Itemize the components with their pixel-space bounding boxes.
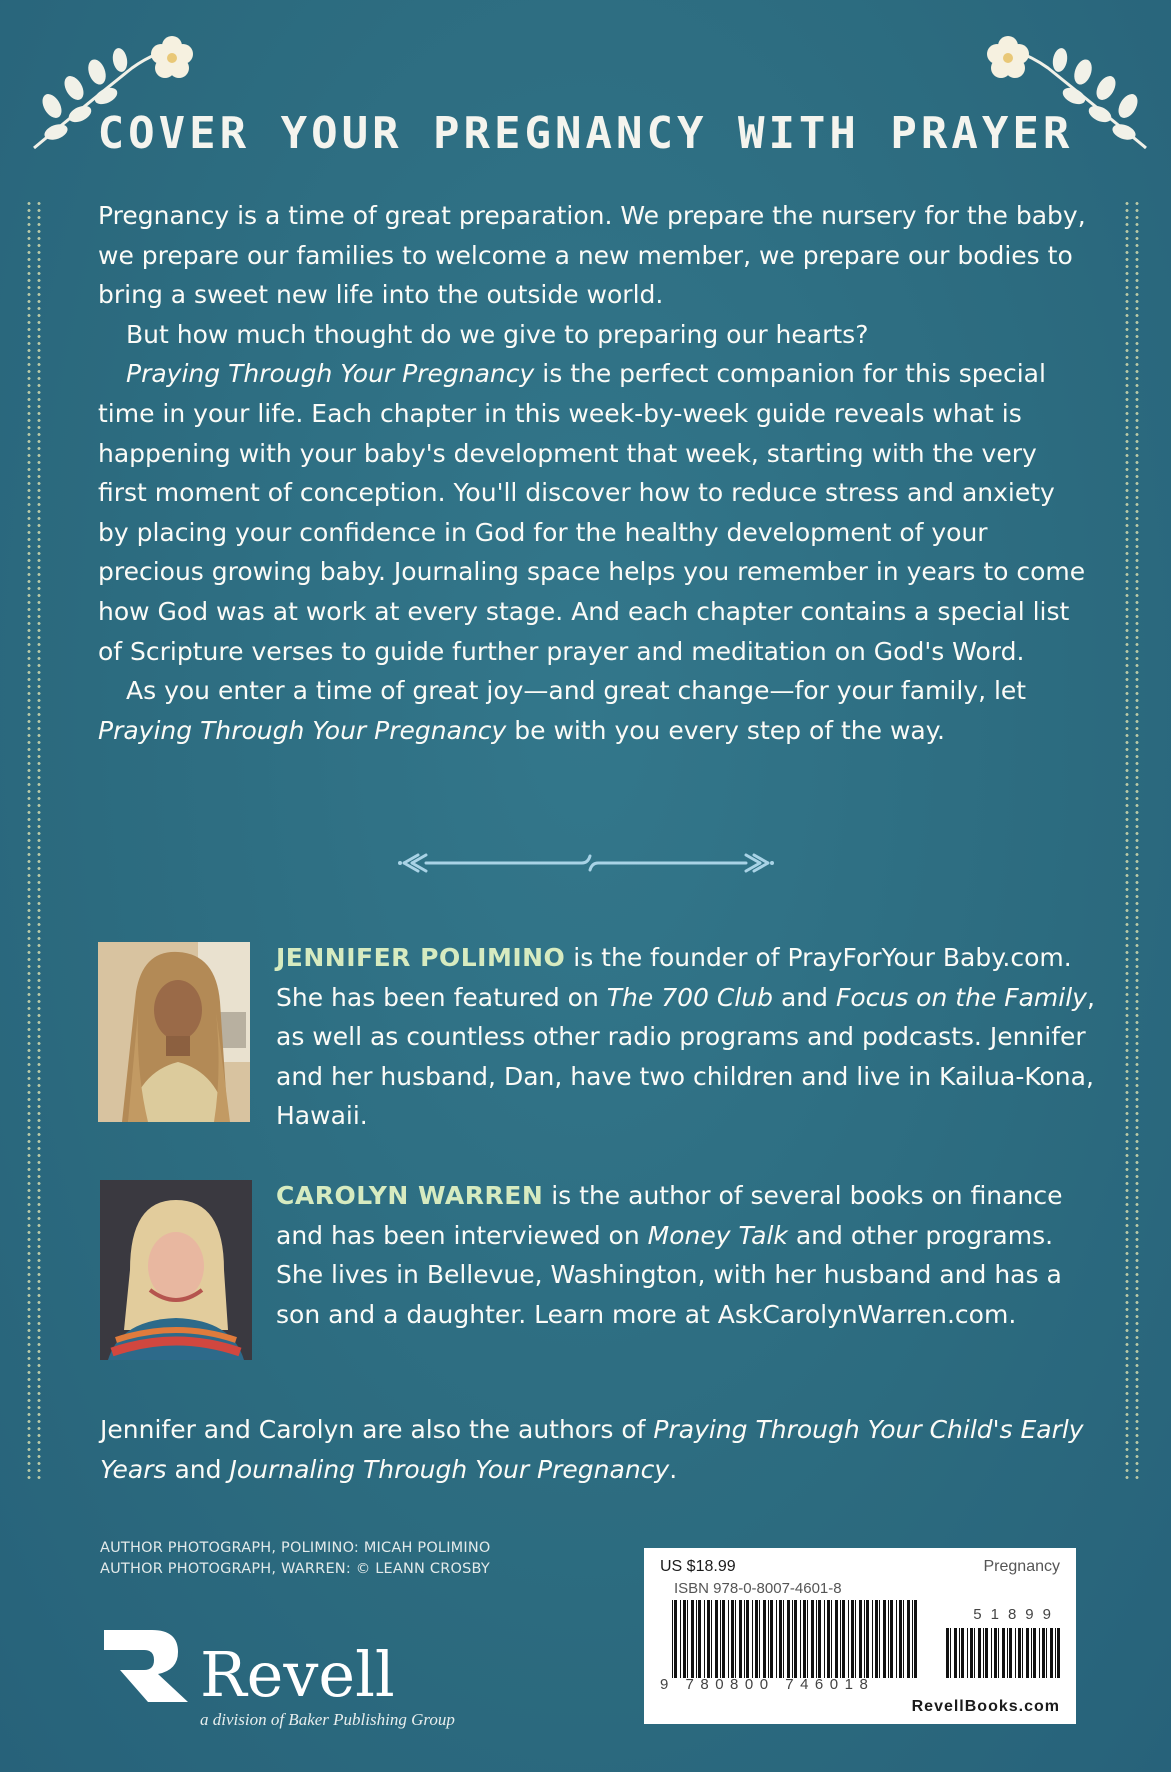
barcode-bar (851, 1600, 854, 1678)
barcode-bar (864, 1600, 865, 1678)
price: US $18.99 (660, 1558, 736, 1575)
website: RevellBooks.com (911, 1698, 1060, 1715)
barcode-bar (744, 1600, 745, 1678)
barcode-bar (974, 1628, 975, 1678)
barcode-bar (946, 1628, 949, 1678)
barcode-bar (746, 1600, 749, 1678)
barcode-bar (755, 1600, 758, 1678)
barcode-bar (763, 1600, 766, 1678)
barcode-bar (888, 1600, 889, 1678)
barcode-bar (800, 1600, 801, 1678)
dotted-border-left-inner (36, 200, 42, 1480)
barcode-bar (994, 1628, 997, 1678)
barcode-bar (735, 1600, 736, 1678)
barcode-bar (728, 1600, 729, 1678)
barcode-bar (711, 1600, 712, 1678)
barcode-bar (879, 1600, 880, 1678)
barcode-bar (914, 1600, 917, 1678)
book-title-italic: Praying Through Your Pregnancy (126, 359, 535, 389)
barcode-bar (807, 1600, 808, 1678)
author-photo-jennifer-polimino (98, 942, 250, 1122)
other-books-note: Jennifer and Carolyn are also the authors of Praying Through Your Child's Early Years and Journaling Through Your Pregnancy. (100, 1415, 1084, 1484)
barcode-bar (674, 1600, 677, 1678)
photo-credit-polimino: AUTHOR PHOTOGRAPH, POLIMINO: MICAH POLIMINO (100, 1540, 491, 1556)
barcode-bar (872, 1600, 873, 1678)
barcode-bar (855, 1600, 856, 1678)
author-name: CAROLYN WARREN (276, 1181, 544, 1210)
barcode-bar (770, 1600, 773, 1678)
barcode-bar (783, 1600, 784, 1678)
book-title-italic: Praying Through Your Pregnancy (98, 715, 507, 745)
ornamental-divider-icon (396, 846, 776, 880)
barcode-bar (903, 1600, 904, 1678)
isbn: ISBN 978-0-8007-4601-8 (674, 1580, 842, 1597)
barcode-bar (720, 1600, 721, 1678)
barcode-bar (831, 1600, 832, 1678)
barcode-bar (1055, 1628, 1056, 1678)
barcode-bar (899, 1600, 902, 1678)
barcode-bar (818, 1600, 821, 1678)
barcode-bar (896, 1600, 897, 1678)
barcode-bar (731, 1600, 734, 1678)
barcode-bar (1009, 1628, 1012, 1678)
barcode-bar (950, 1628, 951, 1678)
barcode-bar (983, 1628, 984, 1678)
barcode-bar (970, 1628, 973, 1678)
barcode-bar (715, 1600, 718, 1678)
barcode-bar (890, 1600, 893, 1678)
barcode-bar (1002, 1628, 1005, 1678)
photo-credit-warren: AUTHOR PHOTOGRAPH, WARREN: © LEANN CROSBY (100, 1561, 490, 1577)
portrait-illustration (98, 942, 250, 1122)
publisher-name: Revell (200, 1638, 395, 1711)
barcode-bar (842, 1600, 845, 1678)
barcode-bar (794, 1600, 797, 1678)
barcode-bar (1050, 1628, 1053, 1678)
barcode-bar (683, 1600, 686, 1678)
barcode-bar (698, 1600, 701, 1678)
barcode-bar (848, 1600, 849, 1678)
barcode-bar (1033, 1628, 1036, 1678)
barcode-bar (722, 1600, 725, 1678)
barcode-bar (998, 1628, 999, 1678)
barcode-bar (776, 1600, 777, 1678)
author-name: JENNIFER POLIMINO (276, 943, 566, 972)
barcode-bar (824, 1600, 825, 1678)
category: Pregnancy (983, 1558, 1060, 1575)
barcode-bar (1039, 1628, 1040, 1678)
dotted-border-left (26, 200, 32, 1480)
photo-credits (100, 1538, 491, 1580)
author-bio-jennifer-polimino: JENNIFER POLIMINO is the founder of PrayForYour Baby.com. She has been featured on The 700 Club and Focus on the Family, as well as countless other radio programs and podcasts. Jennifer and her husband, Dan, have two children and live in Kailua-Kona, Hawaii. (276, 943, 1095, 1131)
barcode-bar (883, 1600, 886, 1678)
barcode-bar (779, 1600, 782, 1678)
barcode-bar (792, 1600, 793, 1678)
author-bio-carolyn-warren: CAROLYN WARREN is the author of several books on finance and has been interviewed on Money Talk and other programs. She lives in Bellevue, Washington, with her husband and has a son and a daughter. Learn more at AskCarolynWarren.com. (276, 1181, 1063, 1329)
barcode-bar (803, 1600, 806, 1678)
price-code: 51899 (973, 1606, 1060, 1623)
barcode-bar (707, 1600, 710, 1678)
barcode-bar (1042, 1628, 1045, 1678)
barcode-bar (961, 1628, 964, 1678)
description-paragraph-1: Pregnancy is a time of great preparation. We prepare the nursery for the baby, we prepare our families to welcome a new member, we prepare our bodies to bring a sweet new life into the outside world. (98, 201, 1086, 310)
barcode-bar (959, 1628, 960, 1678)
barcode-bar (696, 1600, 697, 1678)
barcode-label (644, 1548, 1076, 1724)
barcode-bar (768, 1600, 769, 1678)
revell-logo-icon (104, 1630, 190, 1706)
headline: COVER YOUR PREGNANCY WITH PRAYER (97, 108, 1074, 159)
barcode-bar (991, 1628, 992, 1678)
barcode-bar (859, 1600, 862, 1678)
barcode-bar (985, 1628, 988, 1678)
barcode-bar (866, 1600, 869, 1678)
barcode-bar (672, 1600, 673, 1678)
barcode-bar (1026, 1628, 1029, 1678)
barcode-bar (811, 1600, 814, 1678)
barcode-bar (875, 1600, 878, 1678)
barcode-bar (752, 1600, 753, 1678)
barcode-bar (1031, 1628, 1032, 1678)
barcode-bar (787, 1600, 790, 1678)
barcode-bar (967, 1628, 968, 1678)
description-paragraph-2: But how much thought do we give to preparing our hearts? (126, 319, 869, 349)
barcode-bar (1018, 1628, 1021, 1678)
barcode-bar (691, 1600, 694, 1678)
barcode-bar (1046, 1628, 1047, 1678)
book-description (98, 196, 1088, 750)
barcode-bar (954, 1628, 957, 1678)
barcode-bar (739, 1600, 742, 1678)
description-paragraph-4: As you enter a time of great joy—and great change—for your family, let Praying Through Your Pregnancy be with you every step of the way. (98, 676, 1027, 745)
barcode-bar (759, 1600, 760, 1678)
barcode-bar (687, 1600, 688, 1678)
barcode-bar (978, 1628, 981, 1678)
barcode-bar (680, 1600, 681, 1678)
dotted-border-right-inner (1124, 200, 1130, 1480)
dotted-border-right (1134, 200, 1140, 1480)
barcode-bar (1015, 1628, 1016, 1678)
barcode-bar (907, 1600, 910, 1678)
barcode-bar (912, 1600, 913, 1678)
barcode-bar (1022, 1628, 1023, 1678)
description-paragraph-3: Praying Through Your Pregnancy is the perfect companion for this special time in your life. Each chapter in this week-by-week guide reveals what is happening with your baby's development that week, starting with the very first moment of conception. You'll discover how to reduce stress and anxiety by placing your confidence in God for the healthy development of your precious growing baby. Journaling space helps you remember in years to come how God was at work at every stage. And each chapter contains a special list of Scripture verses to guide further prayer and meditation on God's Word. (98, 359, 1086, 666)
barcode-digits: 9 780800 746018 (660, 1676, 875, 1693)
portrait-illustration (100, 1180, 252, 1360)
publisher-subtitle: a division of Baker Publishing Group (200, 1710, 455, 1729)
isbn-barcode (672, 1600, 924, 1678)
author-photo-carolyn-warren (100, 1180, 252, 1360)
barcode-bar (840, 1600, 841, 1678)
barcode-bar (1007, 1628, 1008, 1678)
price-barcode (946, 1628, 1062, 1678)
barcode-bar (704, 1600, 705, 1678)
barcode-bar (835, 1600, 838, 1678)
barcode-bar (1057, 1628, 1060, 1678)
barcode-bar (816, 1600, 817, 1678)
barcode-bar (827, 1600, 830, 1678)
